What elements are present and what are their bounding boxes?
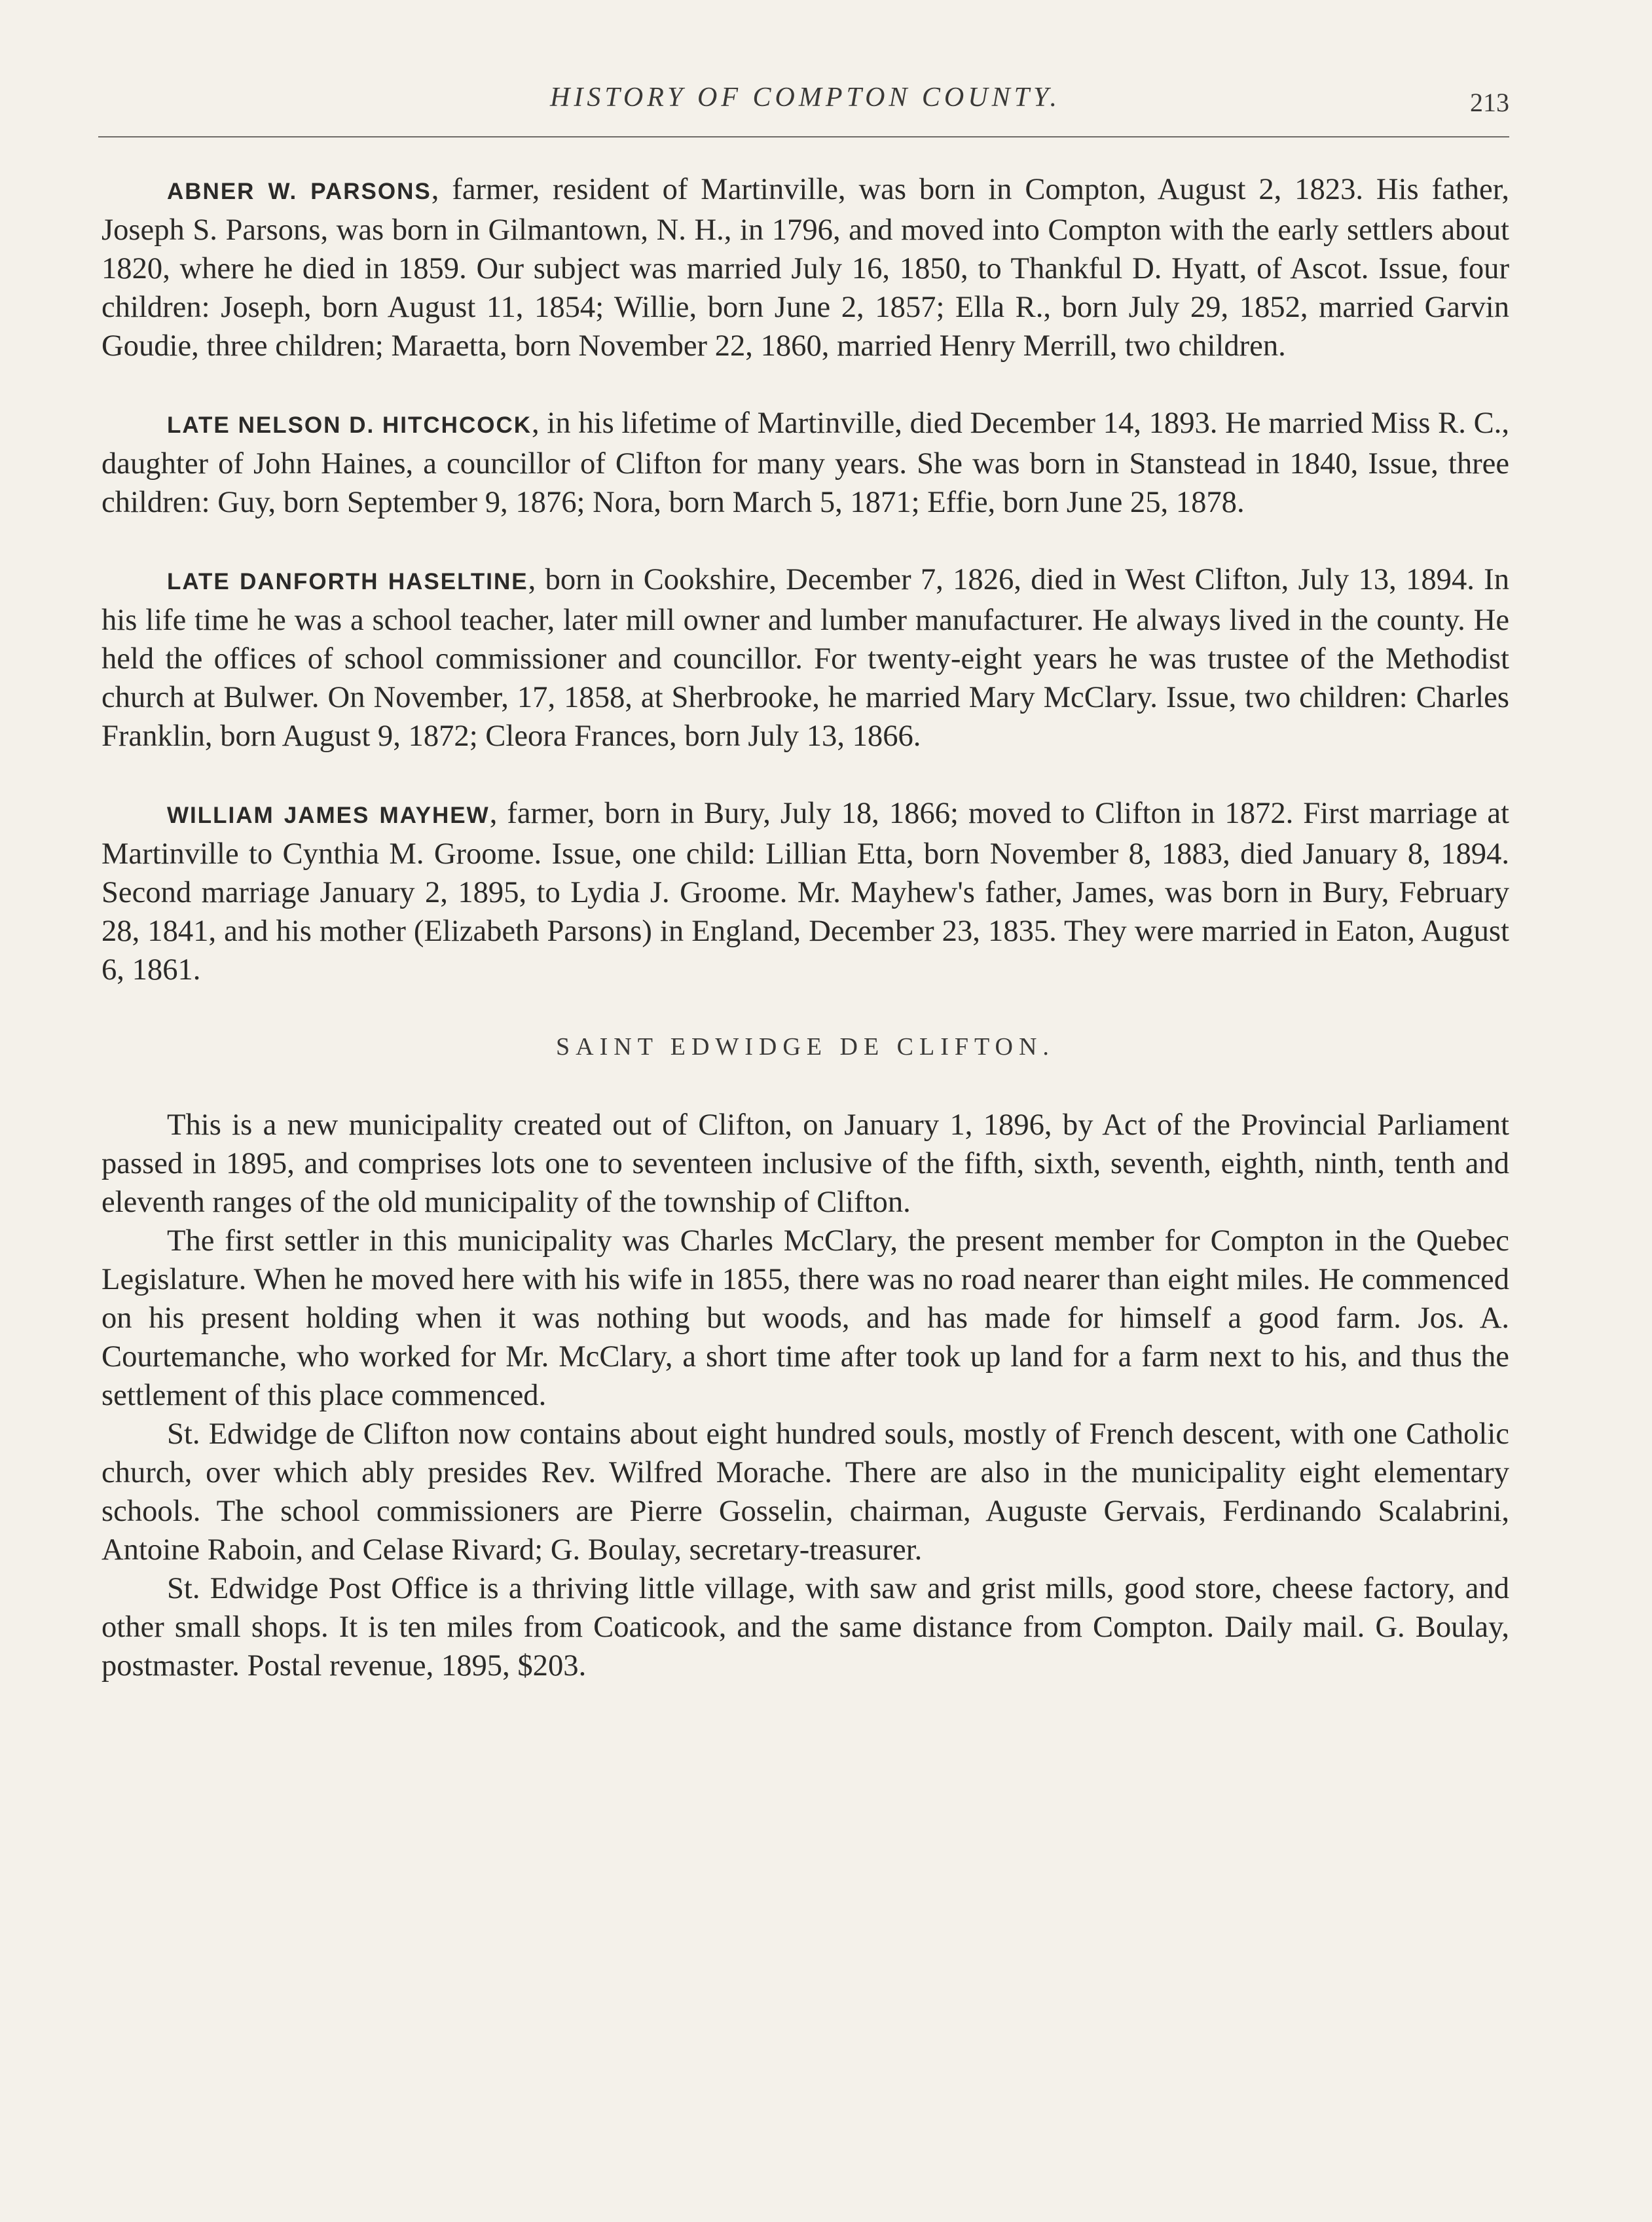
biography-entry [101,560,1509,756]
entry-text: , born in Cookshire, December 7, 1826, died in West Clifton, July 13, 1894. In his life time he was a school teacher, later mill owner and lumber manufacturer. He always lived in the county. He held the offices of school commissioner and councillor. For twenty-eight years he was trustee of the Methodist church at Bulwer. On November, 17, 1858, at Sherbrooke, he married Mary McClary. Issue, two children: Charles Franklin, born August 9, 1872; Cleora Frances, born July 13, 1866. [101,562,1509,753]
entry-name: ABNER W. PARSONS [167,179,431,204]
entry-name: LATE NELSON D. HITCHCOCK [167,412,532,438]
running-header [101,82,1509,134]
section-heading: SAINT EDWIDGE DE CLIFTON. [556,1033,1055,1061]
biography-entry [101,404,1509,522]
biography-entry [101,794,1509,989]
section-paragraph: This is a new municipality created out of Clifton, on January 1, 1896, by Act of the Provincial Parliament passed in 1895, and comprises lots one to seventeen inclusive of the fifth, sixth, seventh, eighth, ninth, tenth and eleventh ranges of the old municipality of the township of Clifton. [101,1108,1509,1219]
entry-text: , farmer, resident of Martinville, was born in Compton, August 2, 1823. His father, Joseph S. Parsons, was born in Gilmantown, N. H., in 1796, and moved into Compton with the early settlers about 1820, where he died in 1859. Our subject was married July 16, 1850, to Thankful D. Hyatt, of Ascot. Issue, four children: Joseph, born August 11, 1854; Willie, born June 2, 1857; Ella R., born July 29, 1852, married Garvin Goudie, three children; Maraetta, born November 22, 1860, married Henry Merrill, two children. [101,172,1509,363]
section-paragraph: St. Edwidge Post Office is a thriving little village, with saw and grist mills, good store, cheese factory, and other small shops. It is ten miles from Coaticook, and the same distance from Compton. Daily mail. G. Boulay, postmaster. Postal revenue, 1895, $203. [101,1571,1509,1683]
entry-name: LATE DANFORTH HASELTINE [167,569,528,594]
entry-text: , farmer, born in Bury, July 18, 1866; moved to Clifton in 1872. First marriage at Martinville to Cynthia M. Groome. Issue, one child: Lillian Etta, born November 8, 1883, died January 8, 1894. Second marriage January 2, 1895, to Lydia J. Groome. Mr. Mayhew's father, James, was born in Bury, February 28, 1841, and his mother (Elizabeth Parsons) in England, December 23, 1835. They were married in Eaton, August 6, 1861. [101,796,1509,987]
page-body [101,170,1509,1685]
running-title: HISTORY OF COMPTON COUNTY. [550,82,1061,113]
biography-entry [101,170,1509,365]
header-rule [98,136,1509,137]
section-paragraph: The first settler in this municipality was Charles McClary, the present member for Compton in the Quebec Legislature. When he moved here with his wife in 1855, there was no road nearer than eight miles. He commenced on his present holding when it was nothing but woods, and has made for himself a good farm. Jos. A. Courtemanche, who worked for Mr. McClary, a short time after took up land for a farm next to his, and thus the settlement of this place commenced. [101,1224,1509,1412]
entry-name: WILLIAM JAMES MAYHEW [167,803,490,828]
page-number: 213 [1470,88,1509,117]
entry-text: , in his lifetime of Martinville, died December 14, 1893. He married Miss R. C., daughter of John Haines, a councillor of Clifton for many years. She was born in Stanstead in 1840, Issue, three children: Guy, born September 9, 1876; Nora, born March 5, 1871; Effie, born June 25, 1878. [101,406,1509,519]
section-paragraph: St. Edwidge de Clifton now contains about eight hundred souls, mostly of French descent, with one Catholic church, over which ably presides Rev. Wilfred Morache. There are also in the municipality eight elementary schools. The school commissioners are Pierre Gosselin, chairman, Auguste Gervais, Ferdinando Scalabrini, Antoine Raboin, and Celase Rivard; G. Boulay, secretary-treasurer. [101,1417,1509,1567]
